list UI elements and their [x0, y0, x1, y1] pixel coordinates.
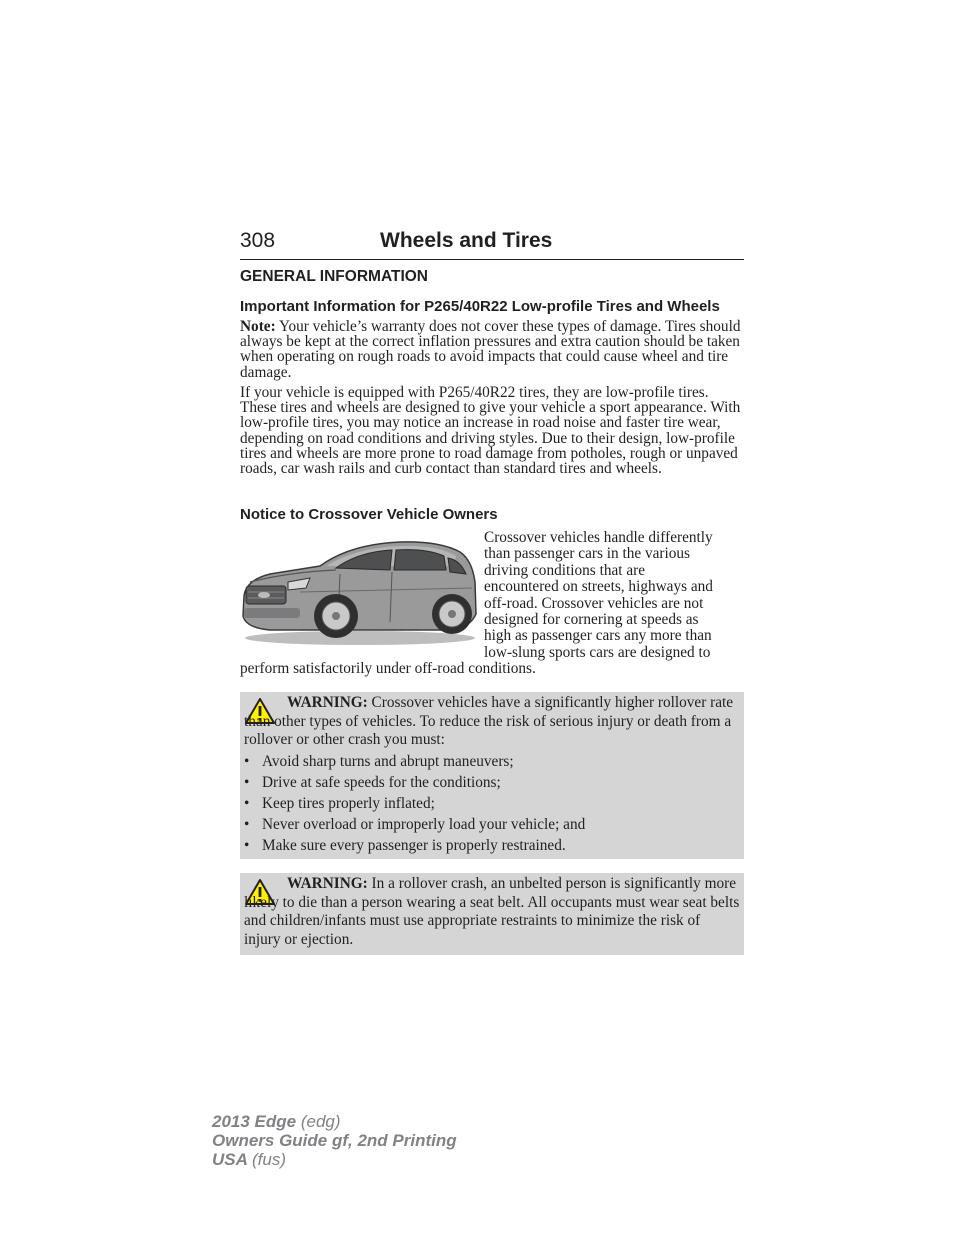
- crossover-intro: [484, 530, 746, 661]
- list-item-text: Never overload or improperly load your vehicle; and: [262, 816, 586, 833]
- seatbelt-warning-text: [244, 875, 740, 949]
- low-profile-paragraph: If your vehicle is equipped with P265/40R22 tires, they are low-profile tires. These tires and wheels are designed to give your vehicle a sport appearance. With low-profile tires, you may notice an increase in road noise and faster tire wear, depending on road conditions and driving styles. Due to their design, low-profile tires and wheels are more prone to road damage from potholes, rough or unpaved roads, car wash rails and curb contact than standard tires and wheels.: [240, 384, 741, 478]
- list-item: • Avoid sharp turns and abrupt maneuvers;: [244, 753, 514, 770]
- crossover-last-line: perform satisfactorily under off-road conditions.: [240, 660, 536, 677]
- safety-list: [244, 751, 585, 856]
- crossover-line: off-road. Crossover vehicles are not: [484, 594, 704, 612]
- list-item: • Drive at safe speeds for the conditions;: [244, 774, 501, 791]
- document-footer: [212, 1112, 457, 1169]
- low-profile-heading: Important Information for P265/40R22 Low-profile Tires and Wheels: [240, 298, 720, 315]
- note-paragraph: [240, 319, 744, 380]
- crossover-line: encountered on streets, highways and: [484, 578, 713, 596]
- crossover-line: than passenger cars in the various: [484, 545, 691, 563]
- crossover-heading: Notice to Crossover Vehicle Owners: [240, 506, 498, 523]
- crossover-line: driving conditions that are: [484, 561, 646, 579]
- list-item-text: Drive at safe speeds for the conditions;: [262, 774, 501, 791]
- list-item: • Make sure every passenger is properly restrained.: [244, 837, 566, 854]
- crossover-line: Crossover vehicles handle differently: [484, 529, 713, 546]
- warning-label: WARNING:: [287, 694, 368, 711]
- footer-guide: Owners Guide gf, 2nd Printing: [212, 1131, 457, 1150]
- crossover-line: low-slung sports cars are designed to: [484, 643, 711, 661]
- list-item-text: Avoid sharp turns and abrupt maneuvers;: [262, 753, 514, 770]
- footer-model: 2013 Edge: [212, 1112, 297, 1131]
- chapter-title: Wheels and Tires: [380, 229, 553, 252]
- crossover-line: high as passenger cars any more than: [484, 627, 712, 645]
- warning-body: In a rollover crash, an unbelted person is significantly more likely to die than a person wearing a seat belt. All occupants must wear seat belts and children/infants must use appropriate restraints to minimize the risk of injury or ejection.: [244, 875, 740, 948]
- list-item: • Keep tires properly inflated;: [244, 795, 435, 812]
- list-item: • Never overload or improperly load your vehicle; and: [244, 816, 586, 833]
- crossover-line: designed for cornering at speeds as: [484, 611, 699, 629]
- footer-region: USA: [212, 1150, 248, 1169]
- page-header: [240, 229, 744, 260]
- note-label: Note:: [240, 318, 276, 335]
- warning-body: Crossover vehicles have a significantly higher rollover rate than other types of vehicles. To reduce the risk of serious injury or death from a rollover or other crash you must:: [244, 694, 734, 749]
- footer-model-code: (edg): [300, 1112, 341, 1131]
- warning-label: WARNING:: [287, 875, 368, 892]
- car-icon: [240, 536, 478, 646]
- list-item-text: Make sure every passenger is properly restrained.: [262, 837, 566, 854]
- list-item-text: Keep tires properly inflated;: [262, 795, 435, 812]
- page-number: 308: [240, 229, 276, 252]
- footer-region-code: (fus): [252, 1150, 286, 1169]
- section-heading: GENERAL INFORMATION: [240, 268, 429, 285]
- note-text: Your vehicle’s warranty does not cover these types of damage. Tires should always be kept at the correct inflation pressures and extra caution should be taken when operating on rough roads to avoid impacts that could cause wheel and tire damage.: [240, 318, 741, 381]
- rollover-warning-text: [244, 694, 740, 750]
